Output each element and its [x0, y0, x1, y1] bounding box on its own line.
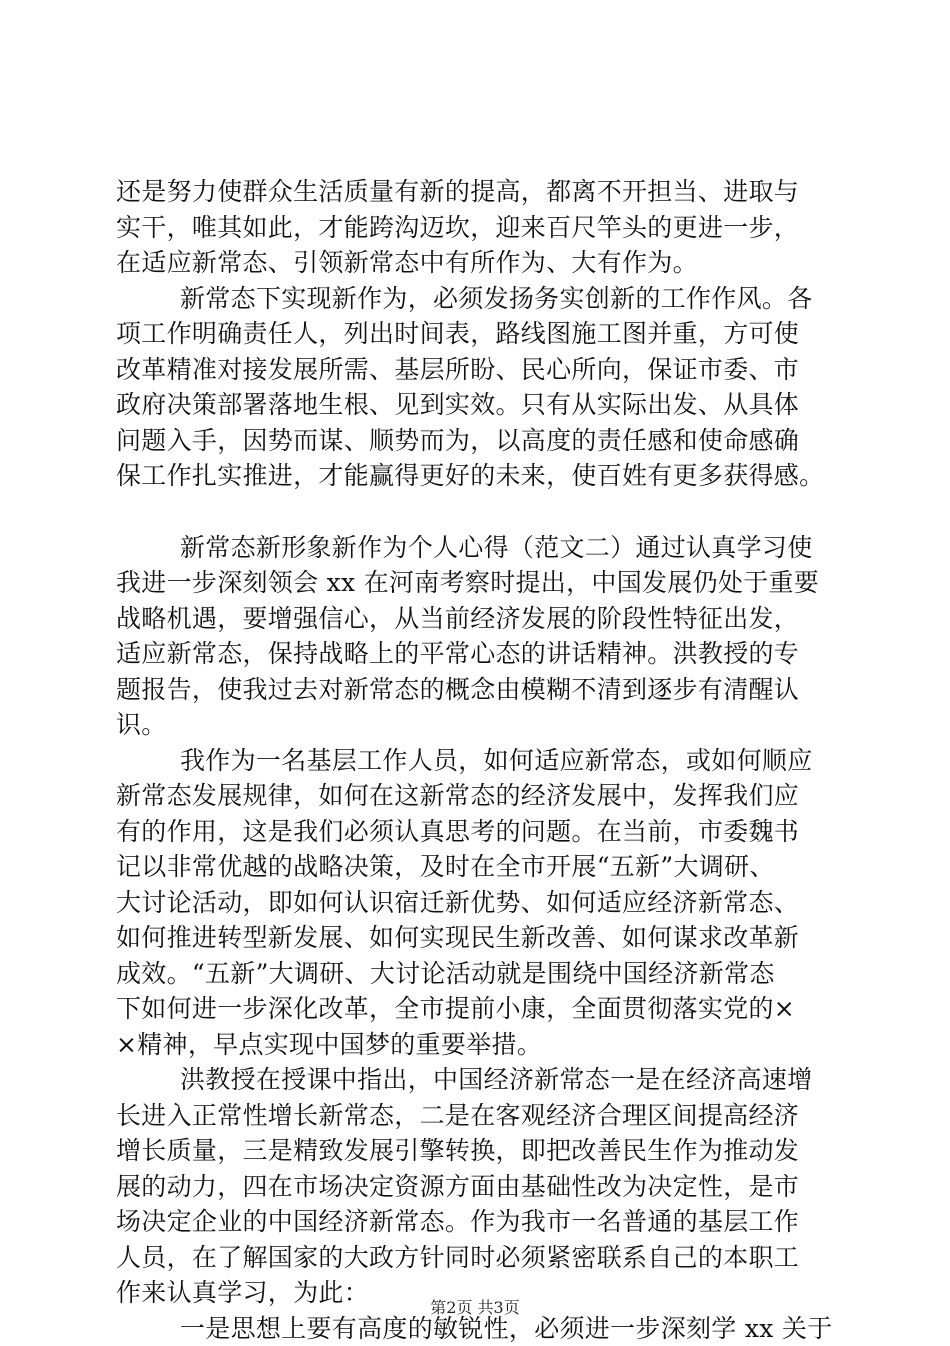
text-line: 我进一步深刻领会 xx 在河南考察时提出，中国发展仍处于重要 — [116, 565, 836, 601]
text-line: 成效。“五新”大调研、大讨论活动就是围绕中国经济新常态 — [116, 956, 836, 992]
text-line: 下如何进一步深化改革，全市提前小康，全面贯彻落实党的× — [116, 991, 836, 1027]
text-line: 长进入正常性增长新常态，二是在客观经济合理区间提高经济 — [116, 1098, 836, 1134]
text-line: 适应新常态，保持战略上的平常心态的讲话精神。洪教授的专 — [116, 636, 836, 672]
text-line: 识。 — [116, 707, 836, 743]
text-line: 一是思想上要有高度的敏锐性，必须进一步深刻学 xx 关于 — [116, 1311, 836, 1346]
text-line: 保工作扎实推进，才能赢得更好的未来，使百姓有更多获得感。 — [116, 458, 836, 494]
paragraph — [116, 743, 836, 1063]
text-line: 项工作明确责任人，列出时间表，路线图施工图并重，方可使 — [116, 316, 836, 352]
text-line: 增长质量，三是精致发展引擎转换，即把改善民生作为推动发 — [116, 1133, 836, 1169]
text-line: 洪教授在授课中指出，中国经济新常态一是在经济高速增 — [116, 1062, 836, 1098]
text-line: 政府决策部署落地生根、见到实效。只有从实际出发、从具体 — [116, 387, 836, 423]
paragraph — [116, 530, 836, 743]
text-line: 展的动力，四在市场决定资源方面由基础性改为决定性，是市 — [116, 1169, 836, 1205]
text-line: 实干，唯其如此，才能跨沟迈坎，迎来百尺竿头的更进一步， — [116, 210, 836, 246]
text-line: 新常态新形象新作为个人心得（范文二）通过认真学习使 — [116, 530, 836, 566]
paragraph-gap — [116, 494, 836, 530]
text-line: ×精神，早点实现中国梦的重要举措。 — [116, 1027, 836, 1063]
text-line: 如何推进转型新发展、如何实现民生新改善、如何谋求改革新 — [116, 920, 836, 956]
text-line: 改革精准对接发展所需、基层所盼、民心所向，保证市委、市 — [116, 352, 836, 388]
page-number-footer: 第2页 共3页 — [0, 1298, 950, 1318]
paragraph — [116, 174, 836, 281]
text-line: 题报告，使我过去对新常态的概念由模糊不清到逐步有清醒认 — [116, 672, 836, 708]
text-line: 新常态下实现新作为，必须发扬务实创新的工作作风。各 — [116, 281, 836, 317]
text-line: 问题入手，因势而谋、顺势而为，以高度的责任感和使命感确 — [116, 423, 836, 459]
text-line: 还是努力使群众生活质量有新的提高，都离不开担当、进取与 — [116, 174, 836, 210]
paragraph — [116, 281, 836, 494]
text-line: 新常态发展规律，如何在这新常态的经济发展中，发挥我们应 — [116, 778, 836, 814]
text-line: 大讨论活动，即如何认识宿迁新优势、如何适应经济新常态、 — [116, 885, 836, 921]
text-line: 我作为一名基层工作人员，如何适应新常态，或如何顺应 — [116, 743, 836, 779]
document-body — [116, 174, 836, 1346]
text-line: 在适应新常态、引领新常态中有所作为、大有作为。 — [116, 245, 836, 281]
paragraph — [116, 1062, 836, 1311]
text-line: 场决定企业的中国经济新常态。作为我市一名普通的基层工作 — [116, 1204, 836, 1240]
text-line: 战略机遇，要增强信心，从当前经济发展的阶段性特征出发， — [116, 601, 836, 637]
text-line: 记以非常优越的战略决策，及时在全市开展“五新”大调研、 — [116, 849, 836, 885]
text-line: 有的作用，这是我们必须认真思考的问题。在当前，市委魏书 — [116, 814, 836, 850]
text-line: 人员，在了解国家的大政方针同时必须紧密联系自己的本职工 — [116, 1240, 836, 1276]
text-line: 作来认真学习，为此： — [116, 1275, 836, 1311]
